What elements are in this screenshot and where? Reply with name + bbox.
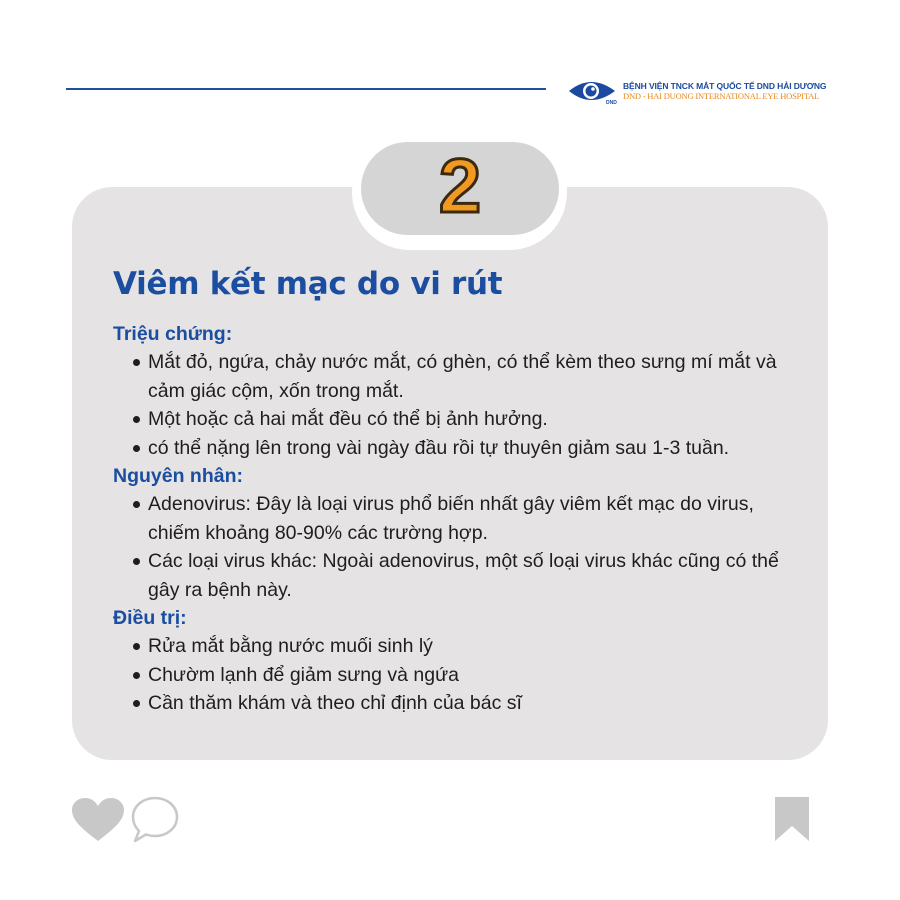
section-heading: Nguyên nhân: [113, 465, 243, 487]
comment-bubble-icon [131, 796, 181, 844]
logo-hospital-name-en: DND - HAI DUONG INTERNATIONAL EYE HOSPITAL [623, 91, 819, 101]
list-item: Rửa mắt bằng nước muối sinh lý [113, 632, 803, 661]
svg-text:DND: DND [606, 100, 617, 106]
save-button[interactable] [774, 796, 810, 847]
list-item: Một hoặc cả hai mắt đều có thể bị ảnh hưởng. [113, 405, 803, 434]
like-button[interactable] [71, 797, 125, 848]
heart-icon [71, 797, 125, 843]
list-item: Adenovirus: Đây là loại virus phổ biến nhất gây viêm kết mạc do virus, chiếm khoảng 80-90% các trường hợp. [113, 490, 803, 547]
card-number: 2 [438, 143, 482, 229]
bookmark-icon [774, 796, 810, 842]
section-causes [113, 462, 803, 604]
list-item: Các loại virus khác: Ngoài adenovirus, một số loại virus khác cũng có thể gây ra bệnh này. [113, 547, 803, 604]
bullet-list [113, 348, 803, 462]
bullet-list [113, 490, 803, 604]
eye-logo-icon [567, 76, 619, 106]
section-heading: Triệu chứng: [113, 323, 233, 345]
list-item: Chườm lạnh để giảm sưng và ngứa [113, 661, 803, 690]
card-content [113, 320, 803, 718]
logo-hospital-name-vi: BỆNH VIỆN TNCK MẮT QUỐC TẾ DND HẢI DƯƠNG [623, 80, 827, 91]
header-divider [66, 88, 546, 90]
card-title: Viêm kết mạc do vi rút [113, 266, 503, 302]
list-item: Mắt đỏ, ngứa, chảy nước mắt, có ghèn, có thể kèm theo sưng mí mắt và cảm giác cộm, xốn trong mắt. [113, 348, 803, 405]
section-treatment [113, 604, 803, 718]
section-symptoms [113, 320, 803, 462]
section-heading: Điều trị: [113, 607, 187, 629]
list-item: Cần thăm khám và theo chỉ định của bác sĩ [113, 689, 803, 718]
comment-button[interactable] [131, 796, 181, 849]
bullet-list [113, 632, 803, 718]
hospital-logo [567, 76, 826, 106]
list-item: có thể nặng lên trong vài ngày đầu rồi tự thuyên giảm sau 1-3 tuần. [113, 434, 803, 463]
number-tab [361, 142, 559, 235]
